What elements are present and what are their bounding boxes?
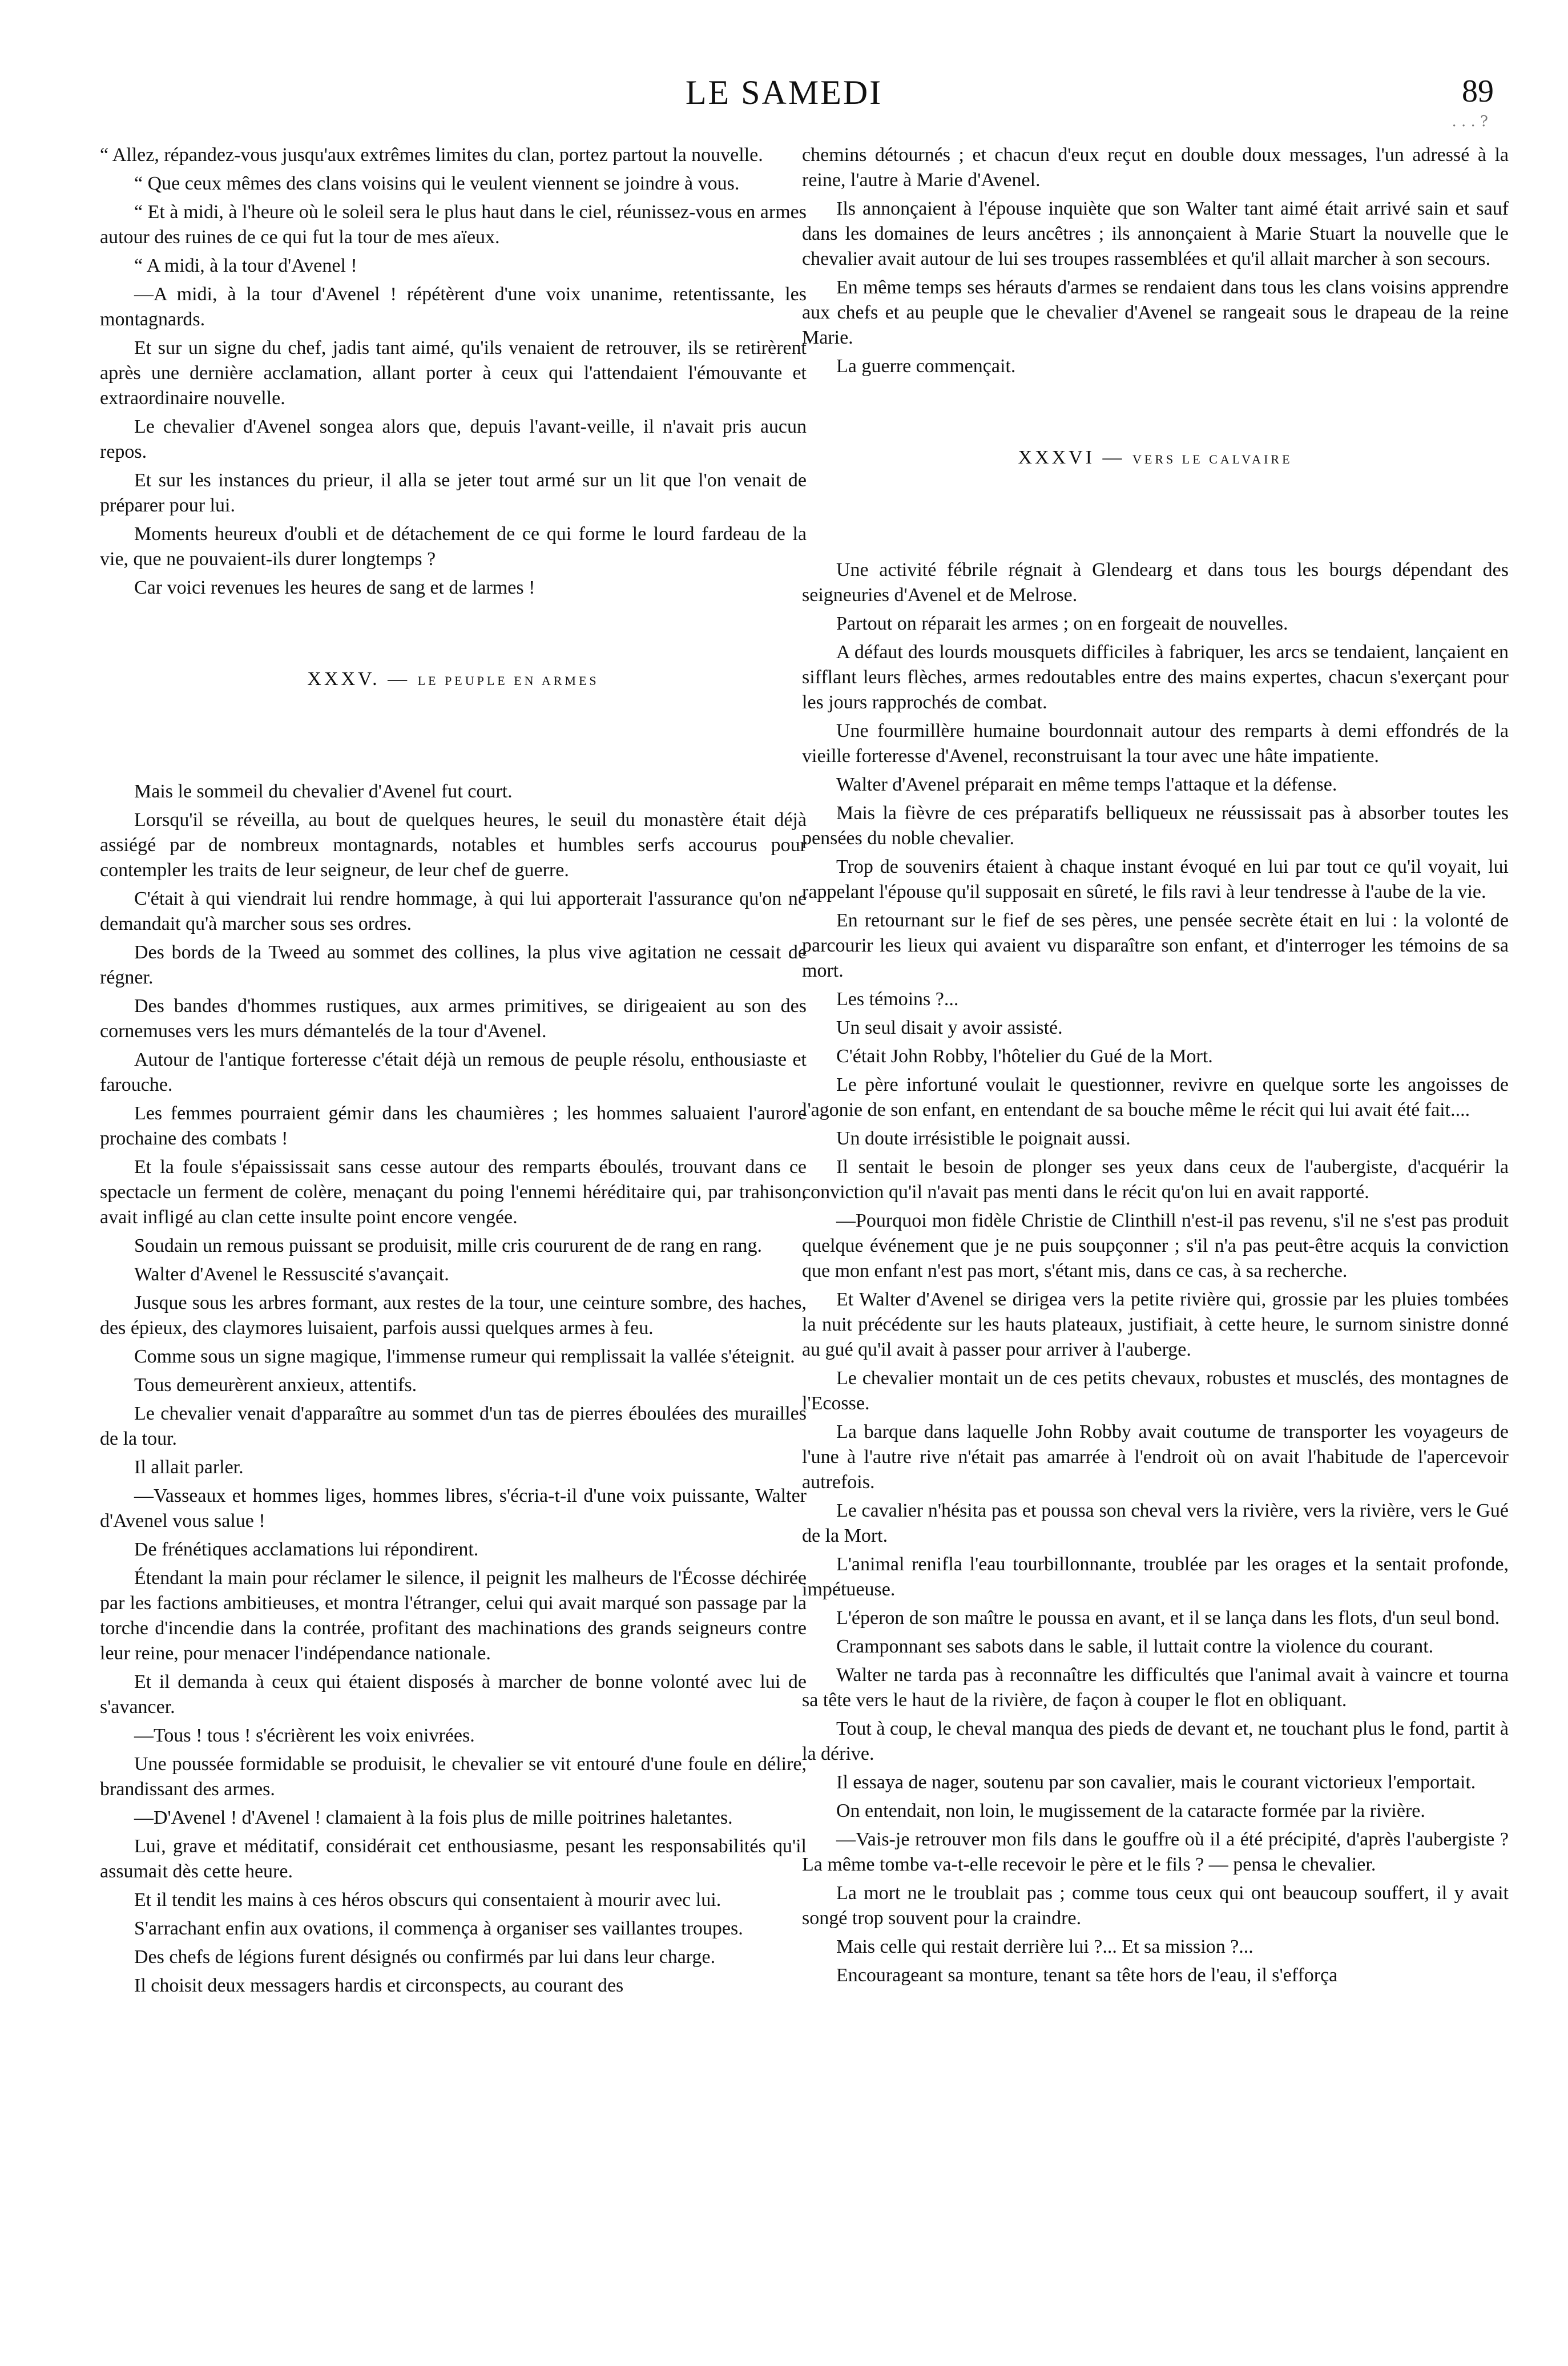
paragraph: Cramponnant ses sabots dans le sable, il luttait contre la violence du courant. <box>836 1636 1434 1657</box>
page-header <box>0 73 1568 130</box>
paragraph: “ Allez, répandez-vous jusqu'aux extrêmes limites du clan, portez partout la nouvelle. <box>100 144 763 166</box>
paragraph: La mort ne le troublait pas ; comme tous ceux qui ont beaucoup souffert, il y avait songé trop souvent pour la craindre. <box>802 1883 1509 1929</box>
paragraph: Walter d'Avenel préparait en même temps l'attaque et la défense. <box>836 774 1337 795</box>
paragraph: —Vais-je retrouver mon fils dans le gouffre où il a été précipité, d'après l'aubergiste ? La même tombe va-t-elle recevoir le père et le fils ? — pensa le chevalier. <box>802 1829 1509 1875</box>
paragraph: On entendait, non loin, le mugissement de la cataracte formée par la rivière. <box>836 1800 1425 1821</box>
paragraph: En même temps ses hérauts d'armes se rendaient dans tous les clans voisins apprendre aux chefs et au peuple que le chevalier d'Avenel se rangeait sous le drapeau de la reine Marie. <box>802 277 1509 348</box>
paragraph: Soudain un remous puissant se produisit, mille cris coururent de de rang en rang. <box>134 1235 763 1256</box>
paragraph: Autour de l'antique forteresse c'était déjà un remous de peuple résolu, enthousiaste et farouche. <box>100 1049 807 1095</box>
paragraph: Le chevalier venait d'apparaître au sommet d'un tas de pierres éboulées des murailles de la tour. <box>100 1403 807 1449</box>
paragraph: Tous demeurèrent anxieux, attentifs. <box>134 1375 417 1396</box>
paragraph: Ils annonçaient à l'épouse inquiète que son Walter tant aimé était arrivé sain et sauf dans les domaines de leurs ancêtres ; ils annonçaient à Marie Stuart la nouvelle que le chevalier avait autour de lui ses troupes rassemblées et qu'il allait marcher à son secours. <box>802 198 1509 269</box>
paragraph: Le chevalier d'Avenel songea alors que, depuis l'avant-veille, il n'avait pris aucun repos. <box>100 416 807 462</box>
paragraph: Les témoins ?... <box>836 989 959 1010</box>
section-heading-xxxv <box>100 667 807 694</box>
paragraph: —D'Avenel ! d'Avenel ! clamaient à la fois plus de mille poitrines haletantes. <box>134 1807 733 1828</box>
paragraph: Jusque sous les arbres formant, aux restes de la tour, une ceinture sombre, des haches, des épieux, des claymores luisaient, parfois aussi quelques armes à feu. <box>100 1292 807 1339</box>
paragraph: L'éperon de son maître le poussa en avant, et il se lança dans les flots, d'un seul bond. <box>836 1607 1500 1629</box>
left-column <box>100 143 807 2002</box>
paragraph: Le cavalier n'hésita pas et poussa son cheval vers la rivière, vers la rivière, vers le Gué de la Mort. <box>802 1500 1509 1546</box>
paragraph: S'arrachant enfin aux ovations, il commença à organiser ses vaillantes troupes. <box>134 1918 743 1939</box>
paragraph: Le chevalier montait un de ces petits chevaux, robustes et musclés, des montagnes de l'Ecosse. <box>802 1368 1509 1414</box>
corner-mark: . . . ? <box>1452 113 1488 130</box>
paragraph: Lorsqu'il se réveilla, au bout de quelques heures, le seuil du monastère était déjà assiégé par de nombreux montagnards, notables et humbles serfs accourus pour contempler les traits de leur seigneur, de leur chef de guerre. <box>100 809 807 881</box>
paragraph: Il allait parler. <box>134 1457 244 1478</box>
paragraph: De frénétiques acclamations lui répondirent. <box>134 1539 479 1560</box>
section-heading-xxxvi <box>802 445 1509 472</box>
paragraph: chemins détournés ; et chacun d'eux reçut en double doux messages, l'un adressé à la reine, l'autre à Marie d'Avenel. <box>802 144 1509 191</box>
right-bottom-paragraphs <box>802 558 1509 1988</box>
paragraph: Partout on réparait les armes ; on en forgeait de nouvelles. <box>836 613 1288 634</box>
section-title: LE PEUPLE EN ARMES <box>417 674 599 688</box>
section-number: XXXVI — <box>1018 447 1125 468</box>
paragraph: Moments heureux d'oubli et de détachement de ce qui forme le lourd fardeau de la vie, que ne pouvaient-ils durer longtemps ? <box>100 523 807 570</box>
paragraph: La barque dans laquelle John Robby avait coutume de transporter les voyageurs de l'une à l'autre rive n'était pas amarrée à l'endroit où on avait l'habitude de l'apercevoir autrefois. <box>802 1421 1509 1493</box>
paragraph: Mais celle qui restait derrière lui ?... Et sa mission ?... <box>836 1936 1253 1957</box>
paragraph: Lui, grave et méditatif, considérait cet enthousiasme, pesant les responsabilités qu'il assumait dès cette heure. <box>100 1836 807 1882</box>
paragraph: Il sentait le besoin de plonger ses yeux dans ceux de l'aubergiste, d'acquérir la conviction qu'il n'avait pas menti dans le récit qu'on lui en avait rapporté. <box>802 1156 1509 1203</box>
paragraph: Les femmes pourraient gémir dans les chaumières ; les hommes saluaient l'aurore prochaine des combats ! <box>100 1103 807 1149</box>
paragraph: Walter ne tarda pas à reconnaître les difficultés que l'animal avait à vaincre et tourna sa tête vers le haut de la rivière, de façon à couper le flot en obliquant. <box>802 1664 1509 1711</box>
paragraph: Des bords de la Tweed au sommet des collines, la plus vive agitation ne cessait de régner. <box>100 942 807 988</box>
paragraph: C'était John Robby, l'hôtelier du Gué de la Mort. <box>836 1046 1213 1067</box>
paragraph: Une activité fébrile régnait à Glendearg et dans tous les bourgs dépendant des seigneuries d'Avenel et de Melrose. <box>802 559 1509 606</box>
paragraph: Mais la fièvre de ces préparatifs belliqueux ne réussissait pas à absorber toutes les pensées du noble chevalier. <box>802 803 1509 849</box>
paragraph: C'était à qui viendrait lui rendre hommage, à qui lui apporterait l'assurance qu'on ne demandait qu'à marcher sous ses ordres. <box>100 888 807 934</box>
paragraph: Des chefs de légions furent désignés ou confirmés par lui dans leur charge. <box>134 1946 716 1968</box>
paragraph: Le père infortuné voulait le questionner, revivre en quelque sorte les angoisses de l'agonie de son enfant, en entendant de sa bouche même le récit qui lui avait été fait.... <box>802 1074 1509 1120</box>
section-number: XXXV. — <box>307 668 410 690</box>
journal-title: LE SAMEDI <box>685 74 883 111</box>
paragraph: Comme sous un signe magique, l'immense rumeur qui remplissait la vallée s'éteignit. <box>134 1346 795 1367</box>
paragraph: L'animal renifla l'eau tourbillonnante, troublée par les orages et la sentait profonde, impétueuse. <box>802 1554 1509 1600</box>
paragraph: Il choisit deux messagers hardis et circonspects, au courant des <box>134 1975 624 1996</box>
paragraph: —Vasseaux et hommes liges, hommes libres, s'écria-t-il d'une voix puissante, Walter d'Avenel vous salue ! <box>100 1485 807 1531</box>
page-number: 89 <box>1462 74 1494 109</box>
paragraph: Walter d'Avenel le Ressuscité s'avançait. <box>134 1264 449 1285</box>
paragraph: —Pourquoi mon fidèle Christie de Clinthill n'est-il pas revenu, s'il ne s'est pas produit quelque événement que je ne puis soupçonner ; s'il n'a pas peut-être acquis la conviction que mon enfant n'est pas mort, s'étant mis, dans ce cas, à sa recherche. <box>802 1210 1509 1281</box>
paragraph: Tout à coup, le cheval manqua des pieds de devant et, ne touchant plus le fond, partit à la dérive. <box>802 1718 1509 1764</box>
paragraph: —A midi, à la tour d'Avenel ! répétèrent d'une voix unanime, retentissante, les montagnards. <box>100 284 807 330</box>
paragraph: Et il tendit les mains à ces héros obscurs qui consentaient à mourir avec lui. <box>134 1889 721 1910</box>
paragraph: “ Et à midi, à l'heure où le soleil sera le plus haut dans le ciel, réunissez-vous en armes autour des ruines de ce qui fut la tour de mes aïeux. <box>100 201 807 248</box>
paragraph: Car voici revenues les heures de sang et de larmes ! <box>134 577 535 598</box>
paragraph: En retournant sur le fief de ses pères, une pensée secrète était en lui : la volonté de parcourir les lieux qui avaient vu disparaître son enfant, et d'interroger les témoins de sa mort. <box>802 910 1509 981</box>
paragraph: Il essaya de nager, soutenu par son cavalier, mais le courant victorieux l'emportait. <box>836 1772 1476 1793</box>
paragraph: Étendant la main pour réclamer le silence, il peignit les malheurs de l'Écosse déchirée par les factions ambitieuses, et montra l'étranger, celui qui avait marqué son passage par la torche d'incendie dans la contrée, profitant des machinations des grands seigneurs contre leur reine, pour menacer l'indépendance nationale. <box>100 1567 807 1664</box>
paragraph: Et sur les instances du prieur, il alla se jeter tout armé sur un lit que l'on venait de préparer pour lui. <box>100 470 807 516</box>
paragraph: Une poussée formidable se produisit, le chevalier se vit entouré d'une foule en délire, brandissant des armes. <box>100 1754 807 1800</box>
paragraph: Et sur un signe du chef, jadis tant aimé, qu'ils venaient de retrouver, ils se retirèrent après une dernière acclamation, allant porter à ceux qui l'attendaient l'émouvante et extraordinaire nouvelle. <box>100 337 807 409</box>
paragraph: Un doute irrésistible le poignait aussi. <box>836 1128 1131 1149</box>
paragraph: Mais le sommeil du chevalier d'Avenel fut court. <box>134 781 513 802</box>
right-top-paragraphs <box>802 143 1509 379</box>
paragraph: Et Walter d'Avenel se dirigea vers la petite rivière qui, grossie par les pluies tombées la nuit précédente sur les hauts plateaux, justifiait, à cette heure, le surnom sinistre donné au gué qu'il avait à passer pour arriver à l'auberge. <box>802 1289 1509 1360</box>
paragraph: A défaut des lourds mousquets difficiles à fabriquer, les arcs se tendaient, lançaient en sifflant leurs flèches, armes redoutables entre des mains expertes, chacun s'exerçant pour les jours rapprochés de combat. <box>802 642 1509 713</box>
paragraph: “ A midi, à la tour d'Avenel ! <box>134 255 357 276</box>
paragraph: Un seul disait y avoir assisté. <box>836 1017 1063 1038</box>
paragraph: Et la foule s'épaississait sans cesse autour des remparts éboulés, trouvant dans ce spectacle un ferment de colère, menaçant du poing l'ennemi héréditaire qui, par trahison, avait infligé au clan cette insulte point encore vengée. <box>100 1156 807 1228</box>
paragraph: La guerre commençait. <box>836 356 1016 377</box>
paragraph: —Tous ! tous ! s'écrièrent les voix enivrées. <box>134 1725 475 1746</box>
paragraph: Trop de souvenirs étaient à chaque instant évoqué en lui par tout ce qu'il voyait, lui rappelant l'épouse qu'il supposait en sûreté, le fils ravi à leur tendresse à l'aube de la vie. <box>802 856 1509 902</box>
paragraph: Des bandes d'hommes rustiques, aux armes primitives, se dirigeaient au son des cornemuses vers les murs démantelés de la tour d'Avenel. <box>100 995 807 1042</box>
left-bottom-paragraphs <box>100 779 807 1998</box>
section-title: VERS LE CALVAIRE <box>1132 452 1293 466</box>
paragraph: Et il demanda à ceux qui étaient disposés à marcher de bonne volonté avec lui de s'avancer. <box>100 1671 807 1718</box>
paragraph: “ Que ceux mêmes des clans voisins qui le veulent viennent se joindre à vous. <box>134 173 740 194</box>
left-top-paragraphs <box>100 143 807 600</box>
paragraph: Encourageant sa monture, tenant sa tête hors de l'eau, il s'efforça <box>836 1965 1338 1986</box>
paragraph: Une fourmillère humaine bourdonnait autour des remparts à demi effondrés de la vieille forteresse d'Avenel, reconstruisant la tour avec une hâte impatiente. <box>802 720 1509 767</box>
right-column <box>802 143 1509 1992</box>
